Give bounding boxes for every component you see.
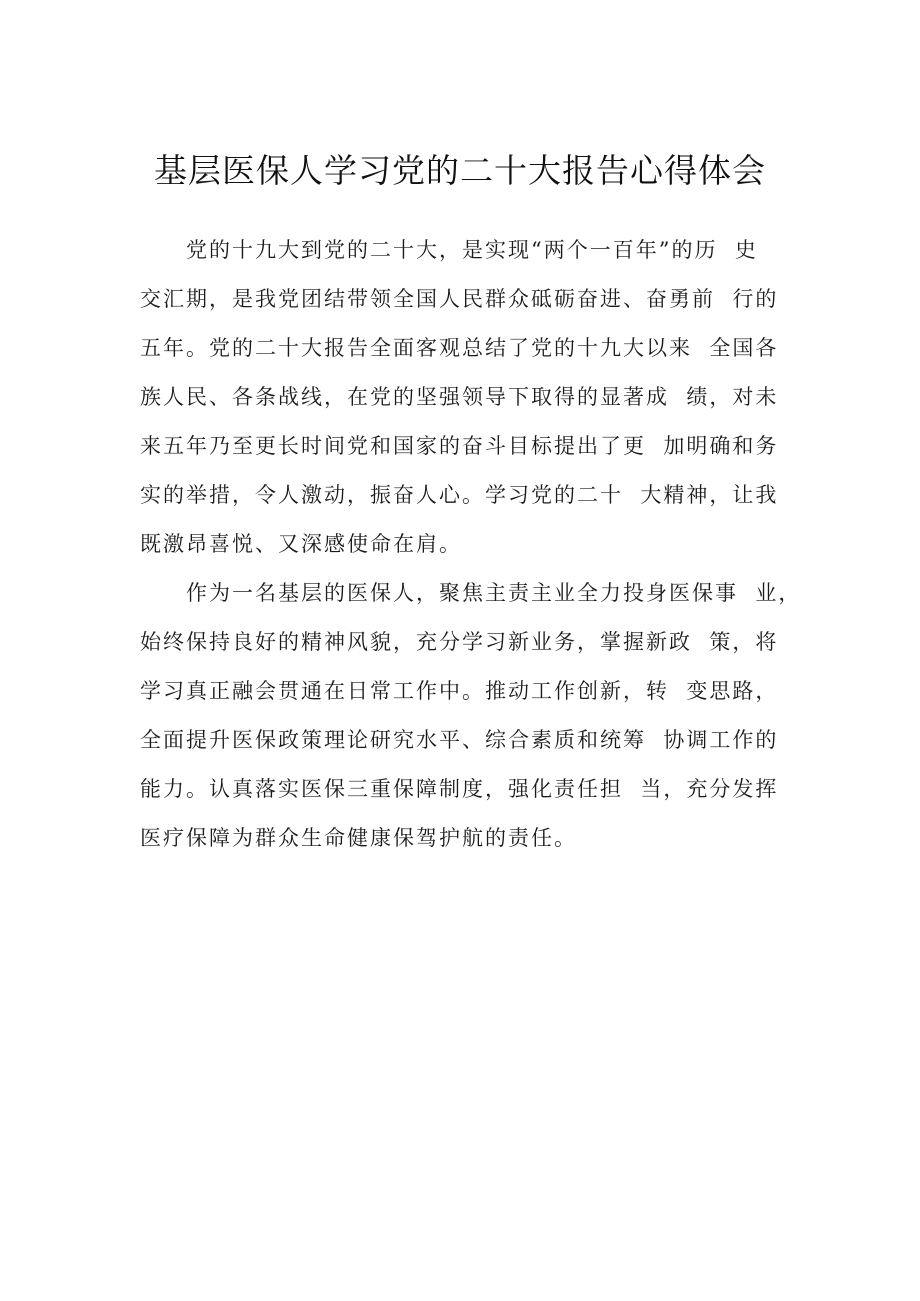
paragraph-line: 全面提升医保政策理论研究水平、综合素质和统筹 协调工作的 — [140, 728, 779, 752]
paragraph-line: 作为一名基层的医保人，聚焦主责主业全力投身医保事 业， — [186, 581, 802, 605]
paragraph-line: 来五年乃至更长时间党和国家的奋斗目标提出了更 加明确和务 — [140, 434, 779, 458]
paragraph-line: 医疗保障为群众生命健康保驾护航的责任。 — [140, 826, 577, 850]
paragraph-2 — [140, 569, 800, 863]
paragraph-line: 族人民、各条战线，在党的坚强领导下取得的显著成 绩，对未 — [140, 385, 779, 409]
paragraph-line: 既激昂喜悦、又深感使命在肩。 — [140, 532, 462, 556]
paragraph-line: 五年。党的二十大报告全面客观总结了党的十九大以来 全国各 — [140, 336, 779, 360]
document-title: 基层医保人学习党的二十大报告心得体会 — [154, 151, 766, 190]
paragraph-line: 始终保持良好的精神风貌，充分学习新业务，掌握新政 策，将 — [140, 630, 779, 654]
paragraph-line: 学习真正融会贯通在日常工作中。推动工作创新，转 变思路， — [140, 679, 779, 703]
paragraph-line: 能力。认真落实医保三重保障制度，强化责任担 当，充分发挥 — [140, 777, 779, 801]
document-body — [140, 226, 800, 863]
paragraph-line: 交汇期，是我党团结带领全国人民群众砥砺奋进、奋勇前 行的 — [140, 287, 779, 311]
paragraph-line: 实的举措，令人激动，振奋人心。学习党的二十 大精神，让我 — [140, 483, 779, 507]
paragraph-1 — [140, 226, 800, 569]
paragraph-line: 党的十九大到党的二十大，是实现“两个一百年”的历 史 — [186, 238, 758, 262]
